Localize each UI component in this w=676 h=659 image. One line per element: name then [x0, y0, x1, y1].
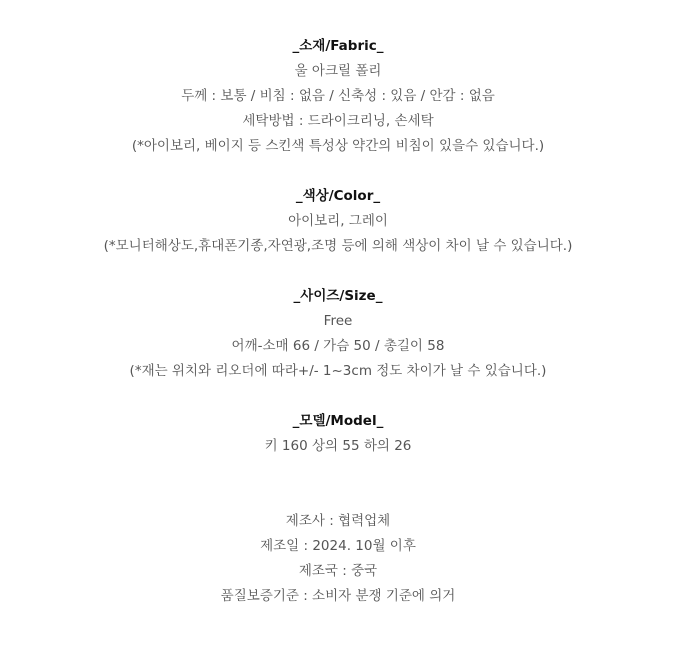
- model-section: [0, 409, 676, 459]
- quality-standard: 품질보증기준 : 소비자 분쟁 기준에 의거: [220, 588, 456, 604]
- color-note: (*모니터해상도,휴대폰기종,자연광,조명 등에 의해 색상이 차이 날 수 있습니다.): [103, 238, 573, 254]
- manufacturer-info-section: [0, 509, 676, 609]
- spacer: [0, 459, 676, 509]
- manufacture-date: 제조일 : 2024. 10월 이후: [260, 538, 416, 554]
- size-note: (*재는 위치와 리오더에 따라+/- 1~3cm 정도 차이가 날 수 있습니다.): [129, 363, 547, 379]
- color-section: [0, 184, 676, 259]
- fabric-heading: _소재/Fabric_: [292, 38, 384, 54]
- fabric-properties: 두께 : 보통 / 비침 : 없음 / 신축성 : 있음 / 안감 : 없음: [181, 88, 495, 104]
- fabric-note: (*아이보리, 베이지 등 스킨색 특성상 약간의 비침이 있을수 있습니다.): [131, 138, 545, 154]
- spacer: [0, 384, 676, 409]
- model-heading: _모델/Model_: [292, 413, 384, 429]
- size-heading: _사이즈/Size_: [293, 288, 383, 304]
- fabric-material: 울 아크릴 폴리: [294, 63, 382, 79]
- size-section: [0, 284, 676, 384]
- fabric-section: [0, 34, 676, 159]
- manufacturer: 제조사 : 협력업체: [285, 513, 391, 529]
- country-of-origin: 제조국 : 중국: [298, 563, 378, 579]
- color-heading: _색상/Color_: [295, 188, 381, 204]
- fabric-washing: 세탁방법 : 드라이크리닝, 손세탁: [242, 113, 434, 129]
- size-measurements: 어깨-소매 66 / 가슴 50 / 총길이 58: [231, 338, 445, 354]
- spacer: [0, 259, 676, 284]
- color-options: 아이보리, 그레이: [288, 213, 388, 229]
- model-measurements: 키 160 상의 55 하의 26: [264, 438, 412, 454]
- spacer: [0, 159, 676, 184]
- size-free: Free: [323, 313, 353, 329]
